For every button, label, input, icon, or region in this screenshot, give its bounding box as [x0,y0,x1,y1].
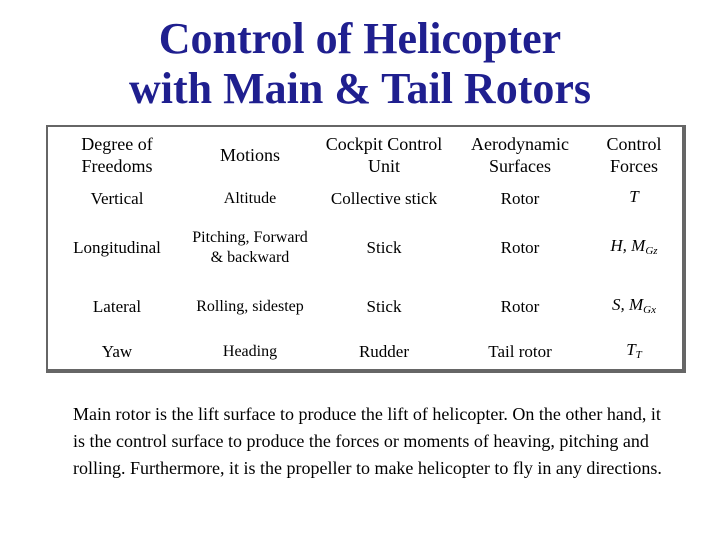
force-main: T [626,339,636,359]
force-subscript: Gz [645,244,658,257]
force-main: S, M [612,294,644,314]
table-row [48,183,682,215]
cell-dof: Vertical [90,189,144,208]
cell-cockpit: Stick [366,238,402,257]
cell-surface: Rotor [500,297,540,316]
cell-force [586,333,682,371]
cell-cockpit: Rudder [358,342,410,361]
title-line-1: Control of Helicopter [158,14,562,63]
force-subscript: Gx [643,303,656,316]
header-motions: Motions [219,145,280,165]
cell-surface: Tail rotor [488,342,552,361]
header-cockpit-control-unit: Cockpit Control Unit [325,134,443,176]
page-title [0,14,720,114]
table-row [48,281,682,333]
header-control-forces: Control Forces [606,134,662,176]
body-paragraph: Main rotor is the lift surface to produce the lift of helicopter. On the other hand, it is the control surface to produce the forces or moments of heaving, pitching and rolling. Furthermore, it is the propeller to make helicopter to fly in any directions. [73,404,662,478]
cell-motion: Pitching, Forward & backward [192,229,308,266]
control-table [46,125,686,373]
table-row [48,333,682,371]
cell-surface: Rotor [500,189,540,208]
cell-force [586,183,682,215]
cell-motion: Altitude [223,190,277,207]
cell-force [586,281,682,333]
cell-dof: Lateral [92,297,142,316]
table-row [48,215,682,281]
title-line-2: with Main & Tail Rotors [128,64,592,113]
header-degree-of-freedoms: Degree of Freedoms [81,134,153,176]
cell-motion: Rolling, sidestep [196,298,304,315]
force-main: H, M [610,235,646,255]
table-header-row [48,127,682,183]
cell-motion: Heading [222,343,278,360]
cell-dof: Yaw [101,342,133,361]
header-aerodynamic-surfaces: Aerodynamic Surfaces [471,134,569,176]
cell-cockpit: Collective stick [330,189,438,208]
force-subscript: T [635,348,642,361]
cell-force [586,215,682,281]
cell-dof: Longitudinal [73,238,161,257]
cell-surface: Rotor [500,238,540,257]
force-main: T [629,186,639,206]
cell-cockpit: Stick [366,297,402,316]
